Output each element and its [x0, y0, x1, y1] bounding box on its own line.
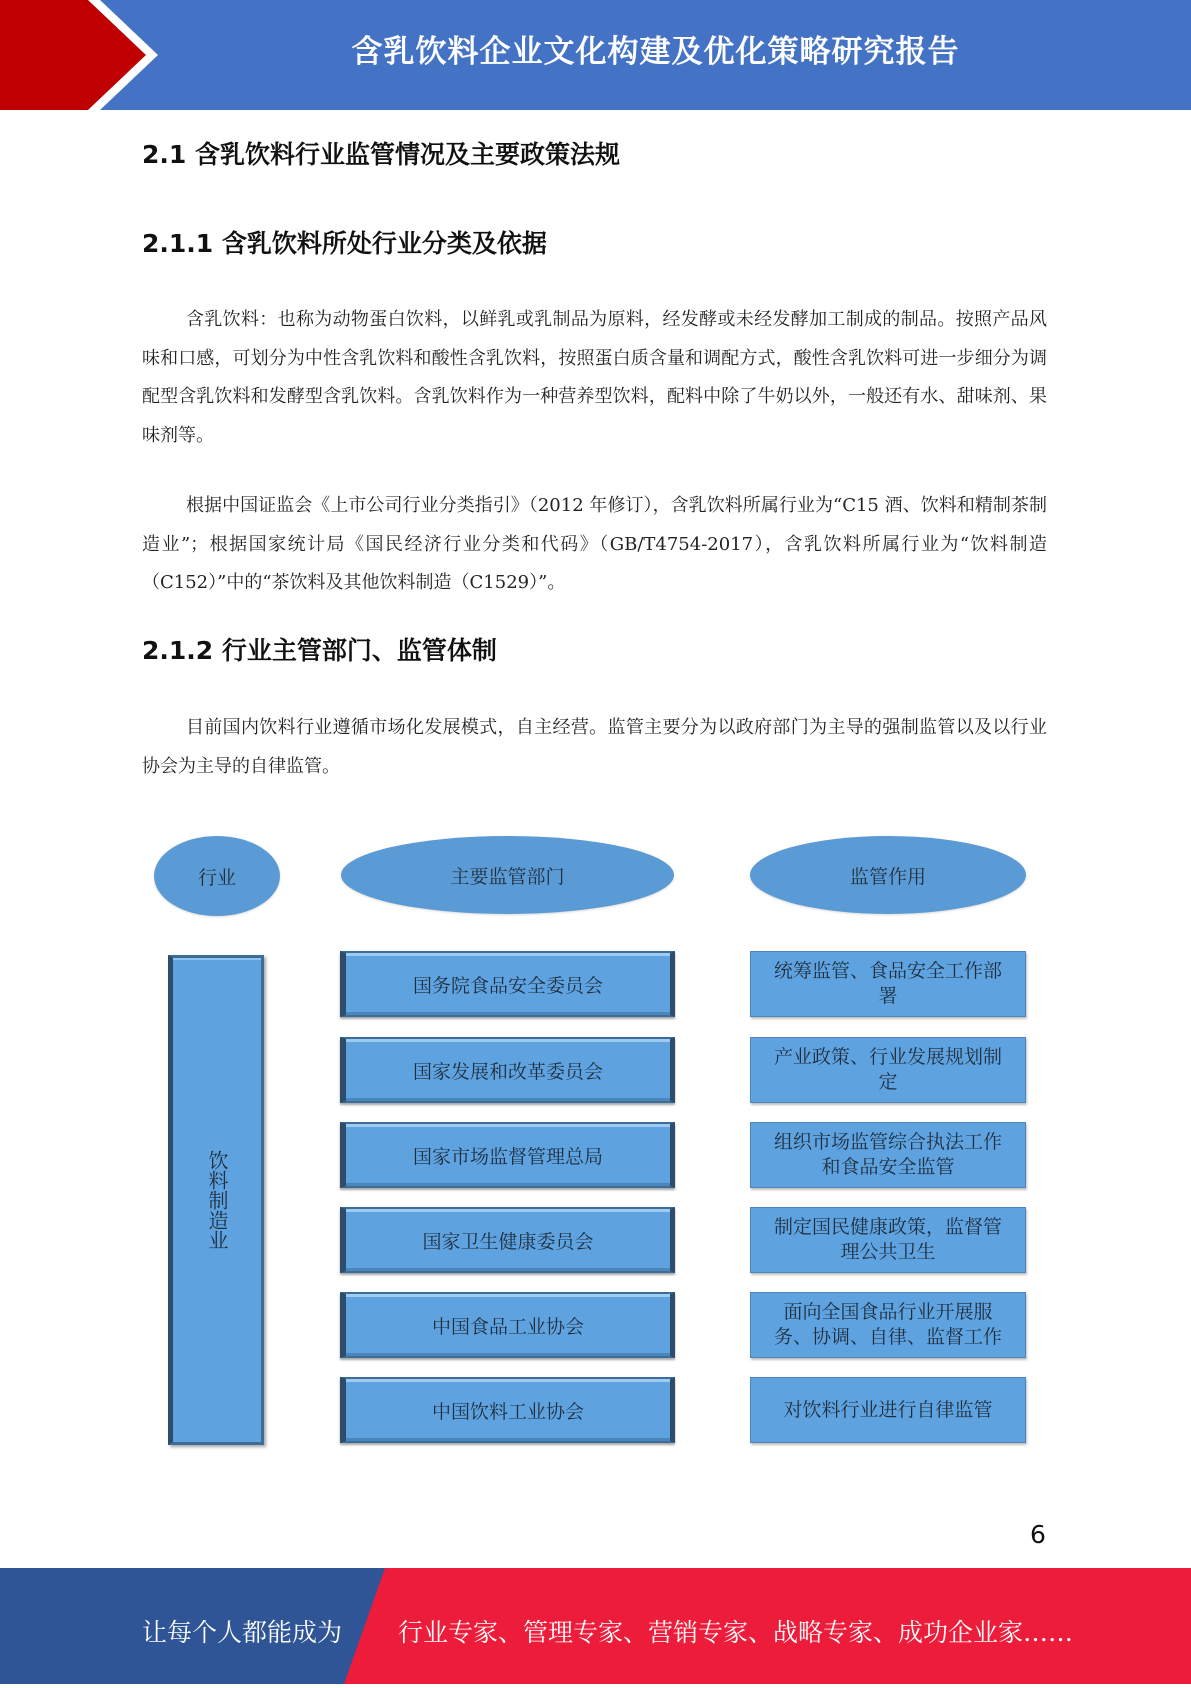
role-box: [750, 1377, 1026, 1443]
role-label: 组织市场监管综合执法工作和食品安全监管: [773, 1131, 1002, 1178]
header-industry-ellipse: [154, 836, 280, 916]
role-label: 对饮料行业进行自律监管: [783, 1398, 993, 1421]
footer-slogan-right: 行业专家、管理专家、营销专家、战略专家、成功企业家……: [398, 1618, 1074, 1647]
department-label: 国务院食品安全委员会: [412, 974, 603, 997]
role-label: 面向全国食品行业开展服务、协调、自律、监督工作: [773, 1301, 1002, 1348]
header-industry-label: 行业: [197, 866, 236, 889]
report-title: 含乳饮料企业文化构建及优化策略研究报告: [351, 34, 960, 70]
department-box: [340, 951, 675, 1017]
paragraph-classification: [142, 487, 1047, 603]
industry-label: 饮料制造业: [205, 1150, 229, 1250]
role-box: [750, 1207, 1026, 1273]
department-label: 中国食品工业协会: [431, 1315, 584, 1338]
department-box: [340, 1377, 675, 1443]
department-label: 国家卫生健康委员会: [422, 1230, 594, 1253]
department-label: 国家市场监督管理总局: [412, 1145, 603, 1168]
role-box: [750, 951, 1026, 1017]
department-box: [340, 1122, 675, 1188]
section-heading-2-1-2: 2.1.2 行业主管部门、监管体制: [142, 636, 497, 665]
role-label: 统筹监管、食品安全工作部署: [773, 960, 1002, 1007]
paragraph-definition: [142, 301, 1047, 455]
paragraph-regulation-text: 目前国内饮料行业遵循市场化发展模式，自主经营。监管主要分为以政府部门为主导的强制监管以及以行业协会为主导的自律监管。: [142, 717, 1047, 777]
section-heading-2-1-1: 2.1.1 含乳饮料所处行业分类及依据: [142, 229, 547, 258]
header-departments-label: 主要监管部门: [450, 865, 565, 888]
paragraph-definition-text: 含乳饮料：也称为动物蛋白饮料，以鲜乳或乳制品为原料，经发酵或未经发酵加工制成的制品。按照产品风味和口感，可划分为中性含乳饮料和酸性含乳饮料，按照蛋白质含量和调配方式，酸性含乳饮料可进一步细分为调配型含乳饮料和发酵型含乳饮料。含乳饮料作为一种营养型饮料，配料中除了牛奶以外，一般还有水、甜味剂、果味剂等。: [142, 309, 1047, 446]
department-box: [340, 1037, 675, 1103]
role-label: 产业政策、行业发展规划制定: [773, 1046, 1002, 1093]
header-roles-label: 监管作用: [849, 865, 926, 888]
industry-bar: [168, 955, 264, 1445]
role-box: [750, 1037, 1026, 1103]
header-roles-ellipse: [750, 836, 1026, 914]
department-box: [340, 1207, 675, 1273]
department-label: 国家发展和改革委员会: [412, 1060, 603, 1083]
page-number: 6: [1030, 1520, 1046, 1549]
paragraph-regulation: [142, 709, 1047, 786]
department-box: [340, 1292, 675, 1358]
role-box: [750, 1292, 1026, 1358]
section-heading-2-1: 2.1 含乳饮料行业监管情况及主要政策法规: [142, 140, 620, 169]
footer-slogan-left: 让每个人都能成为: [142, 1618, 343, 1647]
role-label: 制定国民健康政策，监督管理公共卫生: [773, 1216, 1002, 1263]
paragraph-classification-text: 根据中国证监会《上市公司行业分类指引》（2012 年修订），含乳饮料所属行业为“C15 酒、饮料和精制茶制造业”；根据国家统计局《国民经济行业分类和代码》（GB/T4754-2017），含乳饮料所属行业为“饮料制造（C152）”中的“茶饮料及其他饮料制造（C1529）”。: [142, 495, 1047, 593]
page-header: [0, 0, 1191, 110]
header-departments-ellipse: [341, 836, 674, 914]
role-box: [750, 1122, 1026, 1188]
department-label: 中国饮料工业协会: [431, 1400, 584, 1423]
